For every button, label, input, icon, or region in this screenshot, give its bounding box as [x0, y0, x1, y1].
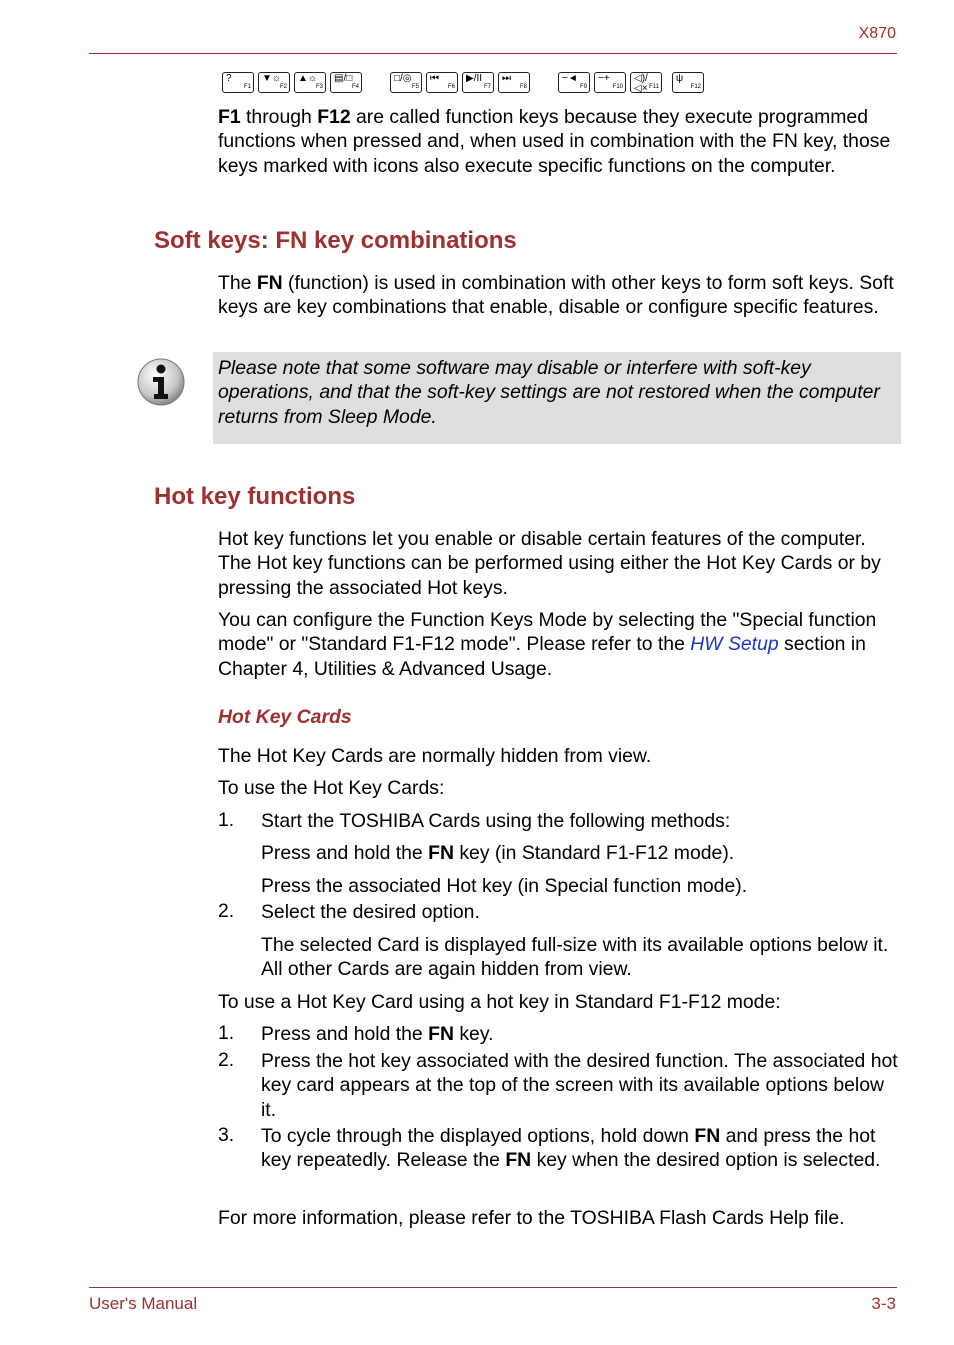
- header-rule: [89, 53, 897, 54]
- key-f11: ◁)/◁× F11: [630, 72, 662, 93]
- note-text: Please note that some software may disable or interfere with soft-key operations, and that the soft-key settings are not restored when the computer returns from Sleep Mode.: [218, 357, 880, 428]
- step-2-text: Select the desired option.: [261, 901, 480, 923]
- mute-icon: ◁)/◁×: [634, 73, 648, 94]
- step-1b-text: Press the associated Hot key (in Special function mode).: [261, 875, 748, 897]
- hot-keys-paragraph-2: You can configure the Function Keys Mode by selecting the "Special function mode" or "Standard F1-F12 mode". Please refer to the HW Setup section in Chapter 4, Utilities & Advanced Usage.: [218, 609, 877, 680]
- key-f2: ▼☼ F2: [258, 72, 290, 93]
- footer-manual-title: User's Manual: [89, 1294, 198, 1313]
- footer-rule: [89, 1287, 897, 1288]
- header-model: X870: [858, 25, 896, 42]
- key-f10: −+ F10: [594, 72, 626, 93]
- step-1a-text: Press and hold the FN key (in Standard F1-F12 mode).: [261, 842, 735, 864]
- hot-key-cards-heading: Hot Key Cards: [218, 706, 352, 728]
- hw-setup-link[interactable]: HW Setup: [690, 633, 779, 656]
- key-f12: ψ F12: [672, 72, 704, 93]
- step-2a-text: The selected Card is displayed full-size with its available options below it. All other Cards are again hidden from view.: [261, 934, 889, 981]
- soft-keys-paragraph: The FN (function) is used in combination with other keys to form soft keys. Soft keys are key combinations that enable, disable or configure specific features.: [218, 272, 894, 319]
- key-f1: ? F1: [222, 72, 254, 93]
- step-number: 3.: [218, 1124, 235, 1146]
- key-f4: ▤/□ F4: [330, 72, 362, 93]
- help-icon: ?: [226, 73, 232, 84]
- mode-step-2-text: Press the hot key associated with the desired function. The associated hot key card appears at the top of the screen with its available options below it.: [261, 1050, 898, 1121]
- display-switch-icon: ▤/□: [334, 73, 353, 84]
- volume-down-icon: −◄: [562, 73, 578, 84]
- key-f7: ▶/II F7: [462, 72, 494, 93]
- hot-key-functions-heading: Hot key functions: [154, 483, 356, 510]
- cards-paragraph-2: To use the Hot Key Cards:: [218, 777, 445, 799]
- volume-up-icon: −+: [598, 73, 610, 84]
- hot-keys-paragraph-1: Hot key functions let you enable or disable certain features of the computer. The Hot key functions can be performed using either the Hot Key Cards or by pressing the associated Hot keys.: [218, 528, 881, 599]
- mode-step-1-text: Press and hold the FN key.: [261, 1023, 494, 1045]
- cards-paragraph-1: The Hot Key Cards are normally hidden from view.: [218, 745, 652, 767]
- play-pause-icon: ▶/II: [466, 73, 483, 84]
- step-number: 1.: [218, 809, 235, 831]
- wireless-icon: ψ: [676, 73, 684, 84]
- info-icon: [136, 357, 186, 407]
- key-f6: ⏮ F6: [426, 72, 458, 93]
- step-1-text: Start the TOSHIBA Cards using the following methods:: [261, 810, 731, 832]
- step-number: 1.: [218, 1022, 235, 1044]
- cards-paragraph-3: To use a Hot Key Card using a hot key in Standard F1-F12 mode:: [218, 991, 781, 1013]
- key-f3: ▲☼ F3: [294, 72, 326, 93]
- touchpad-icon: □/◎: [394, 73, 412, 84]
- next-track-icon: ⏭: [502, 73, 511, 84]
- footer-page-number: 3-3: [871, 1294, 896, 1313]
- key-f9: −◄ F9: [558, 72, 590, 93]
- brightness-up-icon: ▲☼: [298, 73, 318, 84]
- key-f8: ⏭ F8: [498, 72, 530, 93]
- mode-step-3-text: To cycle through the displayed options, hold down FN and press the hot key repeatedly. Release the FN key when the desired option is selected.: [261, 1125, 881, 1172]
- key-f5: □/◎ F5: [390, 72, 422, 93]
- brightness-down-icon: ▼☼: [262, 73, 282, 84]
- step-number: 2.: [218, 900, 235, 922]
- previous-track-icon: ⏮: [430, 73, 439, 84]
- cards-paragraph-4: For more information, please refer to the TOSHIBA Flash Cards Help file.: [218, 1207, 845, 1229]
- step-number: 2.: [218, 1049, 235, 1071]
- function-keys-intro: F1 through F12 are called function keys because they execute programmed functions when pressed and, when used in combination with the FN key, those keys marked with icons also execute specific functions on the computer.: [218, 106, 891, 177]
- soft-keys-heading: Soft keys: FN key combinations: [154, 227, 517, 254]
